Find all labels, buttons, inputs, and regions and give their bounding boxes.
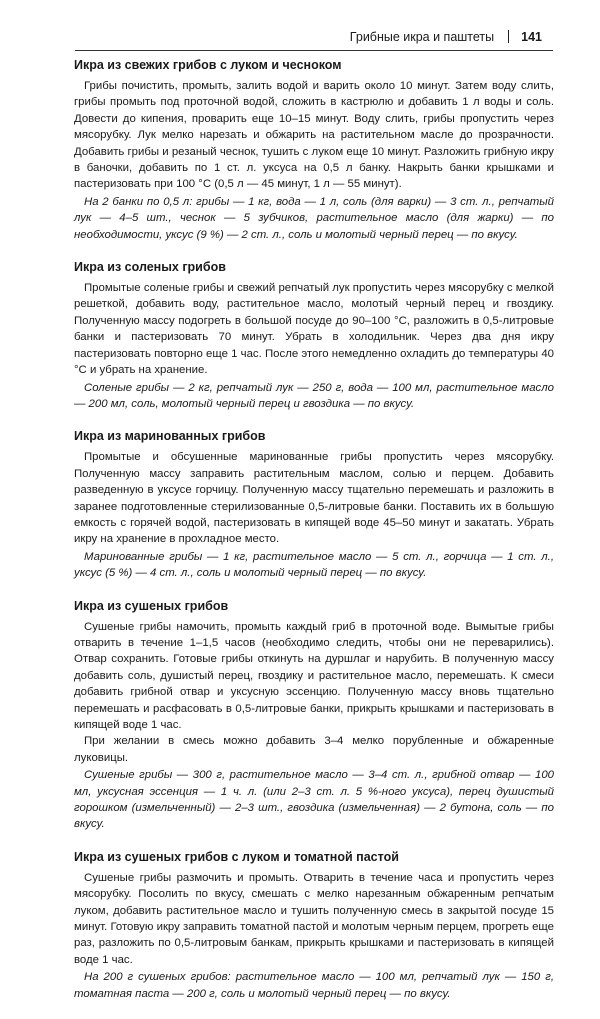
- running-header: [0, 30, 542, 48]
- recipe-title: Икра из сушеных грибов: [74, 598, 229, 613]
- recipe: [74, 850, 554, 1002]
- page-number: 141: [521, 30, 542, 44]
- recipe-method: Сушеные грибы намочить, промыть каждый гриб в проточной воде. Вымытые грибы отварить в течение 1–1,5 часов (необходимо следить, чтобы они не переварились). Отвар сохранить. Готовые грибы откинуть на дуршлаг и нарубить. В полученную массу добавить соль, душистый перец, гвоздику и растительное масло, перемешать. К смеси добавить грибной отвар и уксусную эссенцию. Полученную массу вновь тщательно перемешать и расфасовать в 0,5-литровые банки, прикрыть крышками и пастеризовать в кипящей воде 1 час.: [74, 620, 554, 731]
- recipe-ingredients: Соленые грибы — 2 кг, репчатый лук — 250 г, вода — 100 мл, растительное масло — 200 мл, соль, молотый черный перец и гвоздика — по вкусу.: [74, 381, 554, 410]
- recipe-ingredients: Сушеные грибы — 300 г, растительное масло — 3–4 ст. л., грибной отвар — 100 мл, уксусная эссенция — 1 ч. л. (или 2–3 ст. л. 5 %-ного уксуса), перец душистый горошком (измельченный) — 2–3 шт., гвоздика (измельченная) — 2 бутона, соль — по вкусу.: [74, 769, 554, 831]
- header-separator: [508, 30, 509, 43]
- recipe-ingredients: Маринованные грибы — 1 кг, растительное масло — 5 ст. л., горчица — 1 ст. л., уксус (5 %) — 4 ст. л., соль и молотый черный перец — по вкусу.: [74, 550, 554, 580]
- recipe-title: Икра из маринованных грибов: [74, 429, 266, 444]
- recipe-method: Грибы почистить, промыть, залить водой и варить около 10 минут. Затем воду слить, грибы промыть под проточной водой, сложить в кастрюлю и добавить 1 л воды и соль. Довести до кипения, проварить еще 10–15 минут. Воду слить, грибы пропустить через мясорубку. Лук мелко нарезать и обжарить на растительном масле до прозрачности. Добавить грибы и резаный чеснок, тушить с луком еще 10 минут. Разложить грибную икру в баночки, добавить по 1 ст. л. уксуса на 0,5 л банку. Накрыть банки крышками и пастеризовать при 100 °С (0,5 л — 45 минут, 1 л — 55 минут).: [74, 80, 554, 191]
- header-rule: [75, 50, 553, 51]
- recipe-ingredients: На 2 банки по 0,5 л: грибы — 1 кг, вода — 1 л, соль (для варки) — 3 ст. л., репчатый лук — 4–5 шт., чеснок — 5 зубчиков, растительное масло (для жарки) — по необходимости, уксус (9 %) — 2 ст. л., соль и молотый черный перец — по вкусу.: [74, 195, 554, 241]
- page-body: [74, 58, 554, 1019]
- recipe-method: Промытые и обсушенные маринованные грибы пропустить через мясорубку. Полученную массу заправить растительным маслом, солью и перцем. Добавить разведенную в уксусе горчицу. Полученную массу тщательно перемешать и разложить в заранее подготовленные стерилизованные 0,5-литровые банки. Поставить их в большую емкость с горячей водой, пастеризовать в кипящей воде 45–50 минут и закатать. Убрать икру на хранение в прохладное место.: [74, 451, 554, 546]
- recipe-note: При желании в смесь можно добавить 3–4 мелко порубленные и обжаренные луковицы.: [74, 735, 554, 764]
- recipe-method: Промытые соленые грибы и свежий репчатый лук пропустить через мясорубку с мелкой решеткой, добавить воду, растительное масло, молотый черный перец и гвоздику. Полученную массу подогреть в большой посуде до 90–100 °С, разложить в 0,5-литровые банки и пастеризовать 70 минут. Убрать в холодильник. Через два дня икру пастеризовать повторно еще 1 час. После этого немедленно охладить до температуры 40 °С и убрать на хранение.: [74, 282, 554, 377]
- recipe-method: Сушеные грибы размочить и промыть. Отварить в течение часа и пропустить через мясорубку. Посолить по вкусу, смешать с мелко нарезанным обжаренным репчатым луком, добавить растительное масло и тушить полученную смесь в закрытой посуде 15 минут. Готовую икру заправить томатной пастой и молотым черным перцем, прогреть еще раз, разложить по 0,5-литровым банкам, прикрыть крышками и пастеризовать в кипящей воде 1 час.: [74, 871, 554, 966]
- recipe: [74, 260, 554, 412]
- recipe: [74, 429, 554, 581]
- recipe: [74, 599, 554, 833]
- recipe-title: Икра из сушеных грибов с луком и томатной пастой: [74, 849, 399, 864]
- recipe-ingredients: На 200 г сушеных грибов: растительное масло — 100 мл, репчатый лук — 150 г, томатная паста — 200 г, соль и молотый черный перец — по вкусу.: [74, 971, 554, 1000]
- section-title: Грибные икра и паштеты: [349, 30, 495, 44]
- recipe: [74, 58, 554, 243]
- recipe-title: Икра из свежих грибов с луком и чесноком: [74, 58, 342, 72]
- recipe-title: Икра из соленых грибов: [74, 260, 226, 275]
